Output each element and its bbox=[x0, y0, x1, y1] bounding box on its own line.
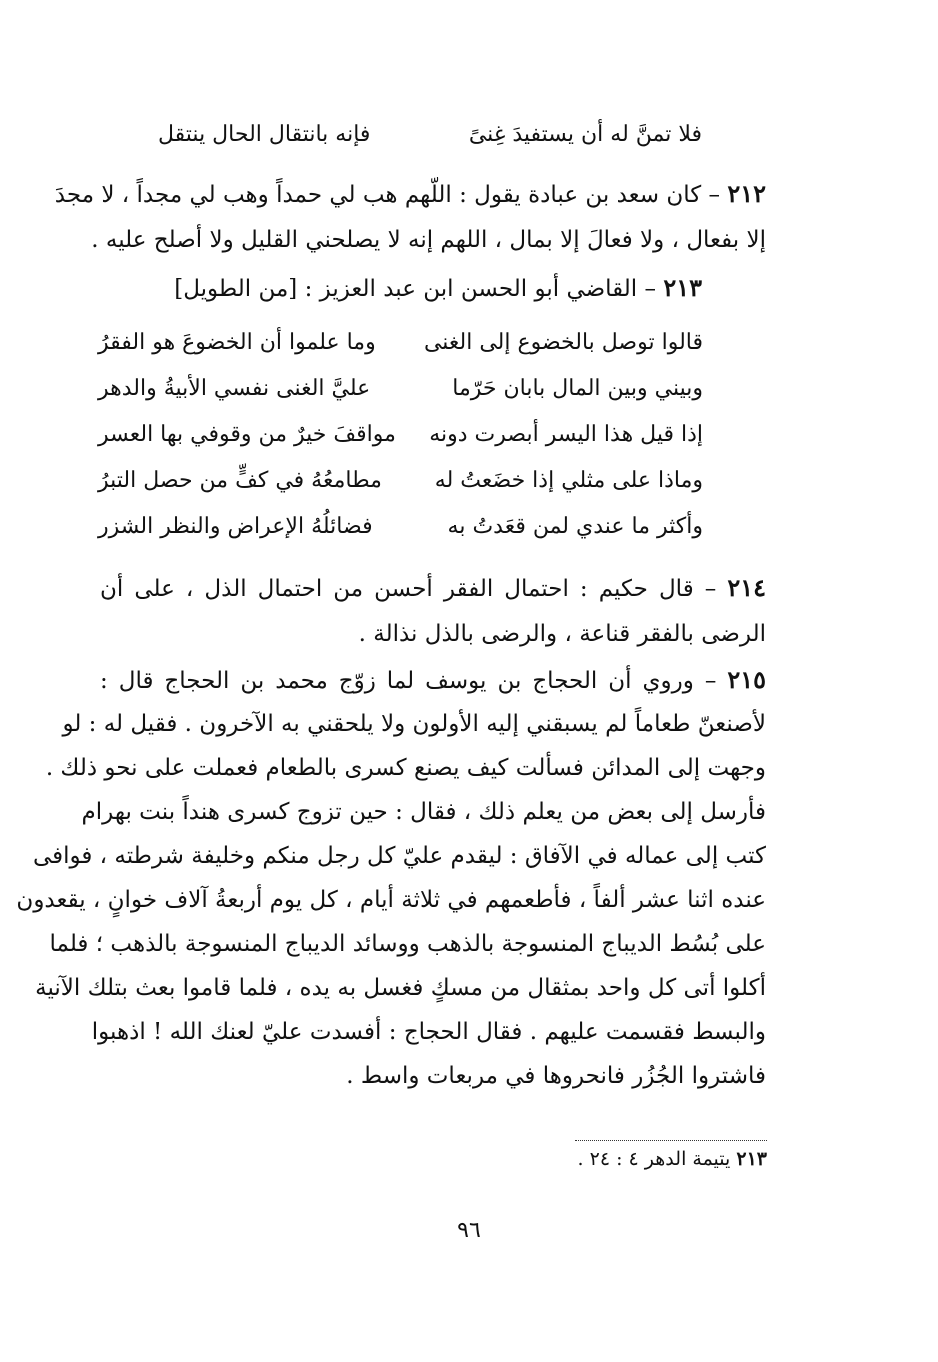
entry-214-line-2: الرضى بالفقر قناعة ، والرضى بالذل نذالة . bbox=[358, 621, 766, 647]
entry-215-line-4: فأرسل إلى بعض من يعلم ذلك ، فقال : حين تزوج كسرى هنداً بنت بهرام bbox=[81, 799, 766, 825]
entry-215-line-9: والبسط فقسمت عليهم . فقال الحجاج : أفسدت عليّ لعنك الله ! اذهبوا bbox=[91, 1019, 766, 1045]
entry-212-line-1 bbox=[54, 176, 766, 213]
verse-1-left: وما علموا أن الخضوعَ هو الفقرُ bbox=[98, 330, 376, 355]
verse-4-left: مطامعُهُ في كفٍّ من حصل التبرُ bbox=[98, 468, 382, 493]
entry-212-number: ٢١٢ bbox=[727, 179, 766, 208]
verse-2-right: وبيني وبين المال بابان حَرّما bbox=[452, 376, 703, 401]
opening-verse-right: فلا تمنَّ له أن يستفيدَ غِنىً bbox=[468, 122, 702, 147]
entry-215-line-10: فاشتروا الجُزُر فانحروها في مربعات واسط . bbox=[346, 1063, 766, 1089]
entry-215-line-8: أكلوا أتى كل واحد بمثقال من مسكٍ فغسل به يده ، فلما قاموا بعث بتلك الآنية bbox=[35, 975, 766, 1001]
entry-213-number: ٢١٣ bbox=[663, 273, 702, 302]
footnote-number: ٢١٣ bbox=[736, 1148, 767, 1170]
footnote bbox=[578, 1148, 767, 1170]
entry-213-heading-text: – القاضي أبو الحسن ابن عبد العزيز : [من الطويل] bbox=[174, 276, 657, 302]
footnote-separator bbox=[575, 1140, 767, 1141]
verse-3-left: مواقفَ خيرٌ من وقوفي بها العسر bbox=[98, 422, 396, 447]
opening-verse-left: فإنه بانتقال الحال ينتقل bbox=[158, 122, 371, 147]
verse-3-right: إذا قيل هذا اليسر أبصرت دونه bbox=[429, 422, 703, 447]
entry-212-line-2: إلا بفعال ، ولا فعالَ إلا بمال ، اللهم إنه لا يصلحني القليل ولا أصلح عليه . bbox=[91, 227, 766, 253]
footnote-text: يتيمة الدهر ٤ : ٢٤ . bbox=[577, 1148, 731, 1170]
entry-212-text-1: – كان سعد بن عبادة يقول : اللّهم هب لي حمداً وهب لي مجداً ، لا مجدَ bbox=[54, 182, 721, 208]
entry-215-line-3: وجهت إلى المدائن فسألت كيف يصنع كسرى بالطعام فعملت على نحو ذلك . bbox=[45, 755, 766, 781]
verse-2-left: عليَّ الغنى نفسي الأبيةُ والدهر bbox=[98, 376, 371, 401]
entry-214-number: ٢١٤ bbox=[727, 573, 766, 602]
entry-215-line-7: على بُسُط الديباج المنسوجة بالذهب ووسائد الديباج المنسوجة بالذهب ؛ فلما bbox=[49, 931, 766, 957]
entry-213-heading bbox=[170, 270, 702, 307]
entry-214-text-1: – قال حكيم : احتمال الفقر أحسن من احتمال الذل ، على أن bbox=[100, 576, 717, 602]
verse-5-right: وأكثر ما عندي لمن قعَدتُ به bbox=[447, 514, 703, 539]
entry-215-text-1: – وروي أن الحجاج بن يوسف لما زوّج محمد بن الحجاج قال : bbox=[100, 668, 717, 694]
entry-215-line-2: لأصنعنّ طعاماً لم يسبقني إليه الأولون ولا يلحقني به الآخرون . فقيل له : لو bbox=[62, 711, 766, 737]
entry-214-line-1 bbox=[100, 570, 766, 607]
entry-215-line-5: كتب إلى عماله في الآفاق : ليقدم عليّ كل رجل منكم وخليفة شرطته ، فوافى bbox=[32, 843, 766, 869]
entry-215-line-6: عنده اثنا عشر ألفاً ، فأطعمهم في ثلاثة أيام ، كل يوم أربعةُ آلاف خوانٍ ، يقعدون bbox=[16, 887, 766, 913]
page-number: ٩٦ bbox=[457, 1218, 481, 1243]
verse-1-right: قالوا توصل بالخضوع إلى الغنى bbox=[423, 330, 703, 355]
verse-4-right: وماذا على مثلي إذا خضَعتُ له bbox=[434, 468, 703, 493]
entry-215-line-1 bbox=[100, 662, 766, 699]
entry-215-number: ٢١٥ bbox=[727, 665, 766, 694]
verse-5-left: فضائلُهُ الإعراض والنظر الشزر bbox=[98, 514, 373, 539]
